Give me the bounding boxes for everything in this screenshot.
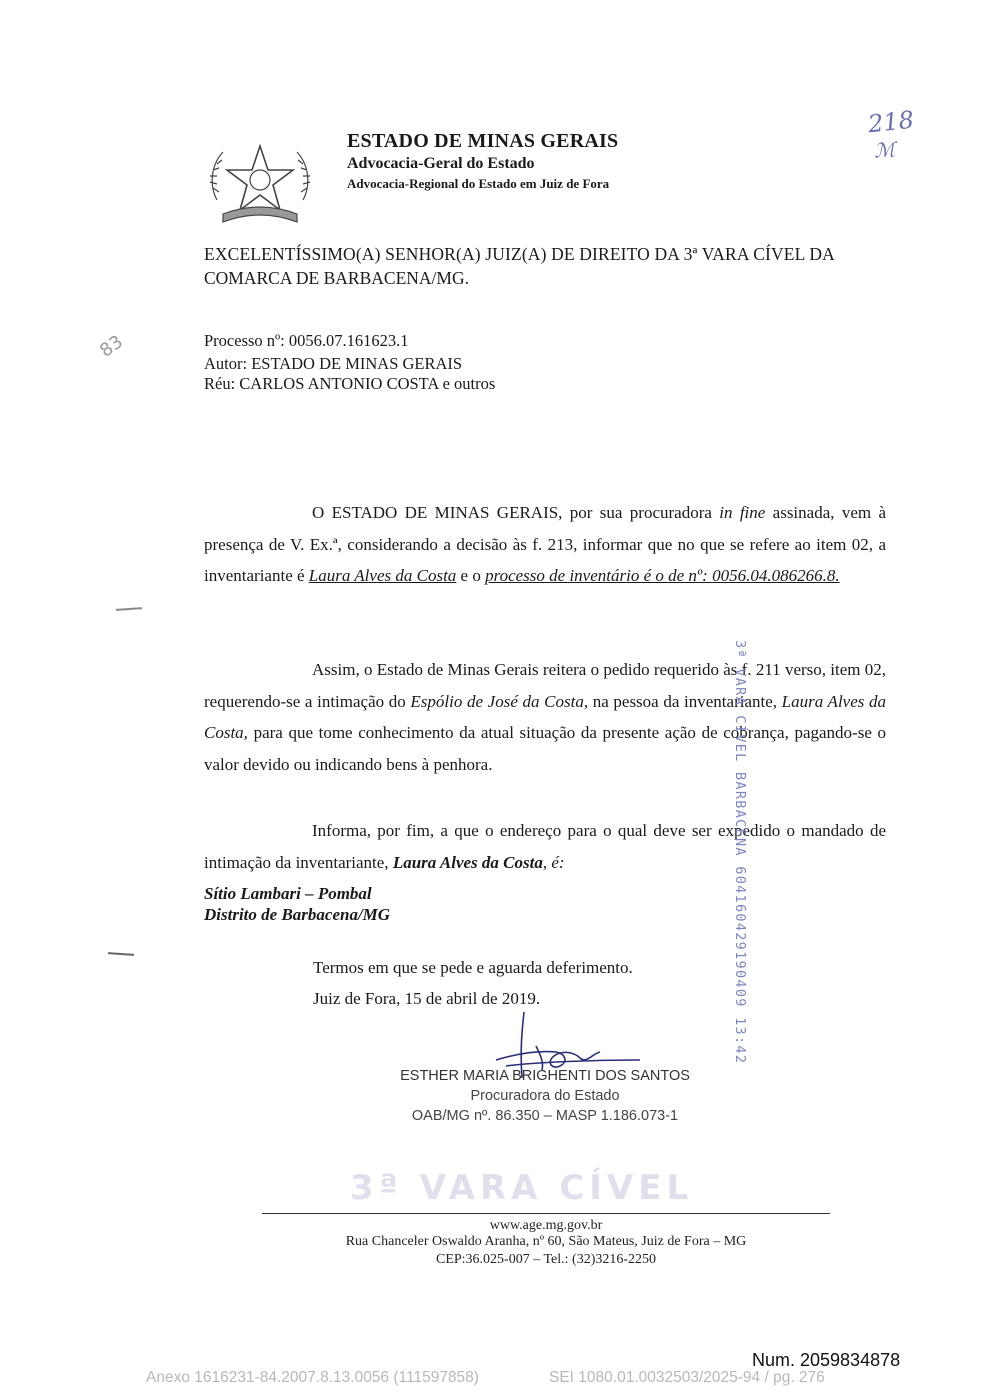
- heir-name: Laura Alves da Costa: [392, 852, 543, 872]
- footer-contact: CEP:36.025-007 – Tel.: (32)3216-2250: [435, 1252, 657, 1267]
- text: para que tome conhecimento da atual situação da presente ação de cobrança, pagando-se o valor devido ou indicando bens à penhora.: [204, 723, 886, 775]
- closing-request: Termos em que se pede e aguarda deferimento.: [313, 958, 633, 977]
- estate-name: Espólio de José da Costa: [410, 691, 584, 711]
- process-defendant: Réu: CARLOS ANTONIO COSTA e outros: [204, 374, 496, 393]
- coat-of-arms-logo: [205, 140, 315, 230]
- document-number: Num. 2059834878: [752, 1350, 901, 1370]
- text: O ESTADO DE MINAS GERAIS, por sua procuradora: [312, 503, 720, 522]
- signer-registration: OAB/MG nº. 86.350 – MASP 1.186.073-1: [411, 1108, 679, 1124]
- margin-tick: [108, 952, 134, 956]
- addressee-line-1: EXCELENTÍSSIMO(A) SENHOR(A) JUIZ(A) DE DIREITO DA 3ª VARA CÍVEL DA: [204, 244, 835, 264]
- process-author: Autor: ESTADO DE MINAS GERAIS: [204, 354, 463, 373]
- faint-stamp: 3ª VARA CÍVEL: [350, 1168, 694, 1208]
- addressee-line-2: COMARCA DE BARBACENA/MG.: [204, 268, 469, 288]
- handwritten-page-number: 218: [866, 105, 916, 139]
- signer-role: Procuradora do Estado: [470, 1088, 620, 1104]
- location-line-1: Sítio Lambari – Pombal: [204, 884, 372, 903]
- margin-tick: [116, 607, 142, 611]
- text: Assim, o Estado de Minas Gerais reitera o pedido requerido às f. 211 verso, item 02, requerendo-se a intimação do: [204, 660, 886, 711]
- text: e o: [456, 566, 486, 586]
- text: Informa, por fim, a que o endereço para o qual deve ser expedido o mandado de intimação da inventariante,: [204, 821, 886, 872]
- inventory-process-number: processo de inventário é o de nº: 0056.04.086266.8.: [485, 566, 840, 586]
- process-number: Processo nº: 0056.07.161623.1: [204, 331, 409, 350]
- latin-term: in fine: [719, 503, 766, 522]
- court-receipt-stamp: 3ª VARA CÍVEL BARBACENA 604160429190409 13:42: [732, 640, 748, 1065]
- paragraph-3: [204, 815, 886, 878]
- text: , na pessoa da inventariante,: [583, 691, 782, 711]
- header-subtitle-regional: Advocacia-Regional do Estado em Juiz de Fora: [347, 176, 610, 191]
- sei-reference: SEI 1080.01.0032503/2025-94 / pg. 276: [549, 1369, 825, 1386]
- handwritten-rubric: ℳ: [873, 137, 897, 163]
- header-subtitle: Advocacia-Geral do Estado: [347, 155, 535, 172]
- header-title: ESTADO DE MINAS GERAIS: [347, 130, 619, 152]
- annex-reference: Anexo 1616231-84.2007.8.13.0056 (111597858): [146, 1369, 479, 1386]
- text: assinada, vem à presença de V. Ex.ª, considerando a decisão às f. 213, informar que no que se refere ao item 02, a inventariante é: [204, 503, 886, 586]
- footer-divider: [262, 1213, 830, 1214]
- text: , é:: [542, 852, 565, 872]
- paragraph-1: [204, 497, 886, 592]
- footer-website: www.age.mg.gov.br: [489, 1218, 603, 1233]
- margin-handwritten-mark: 83: [96, 331, 127, 362]
- location-line-2: Distrito de Barbacena/MG: [204, 905, 391, 924]
- heir-name: Laura Alves da Costa: [308, 566, 457, 586]
- heir-name: Laura Alves da Costa,: [204, 691, 887, 743]
- signer-name: ESTHER MARIA BRIGHENTI DOS SANTOS: [400, 1068, 690, 1084]
- paragraph-2: [204, 654, 886, 781]
- footer-address: Rua Chanceler Oswaldo Aranha, nº 60, São Mateus, Juiz de Fora – MG: [345, 1234, 747, 1249]
- closing-date: Juiz de Fora, 15 de abril de 2019.: [313, 989, 541, 1008]
